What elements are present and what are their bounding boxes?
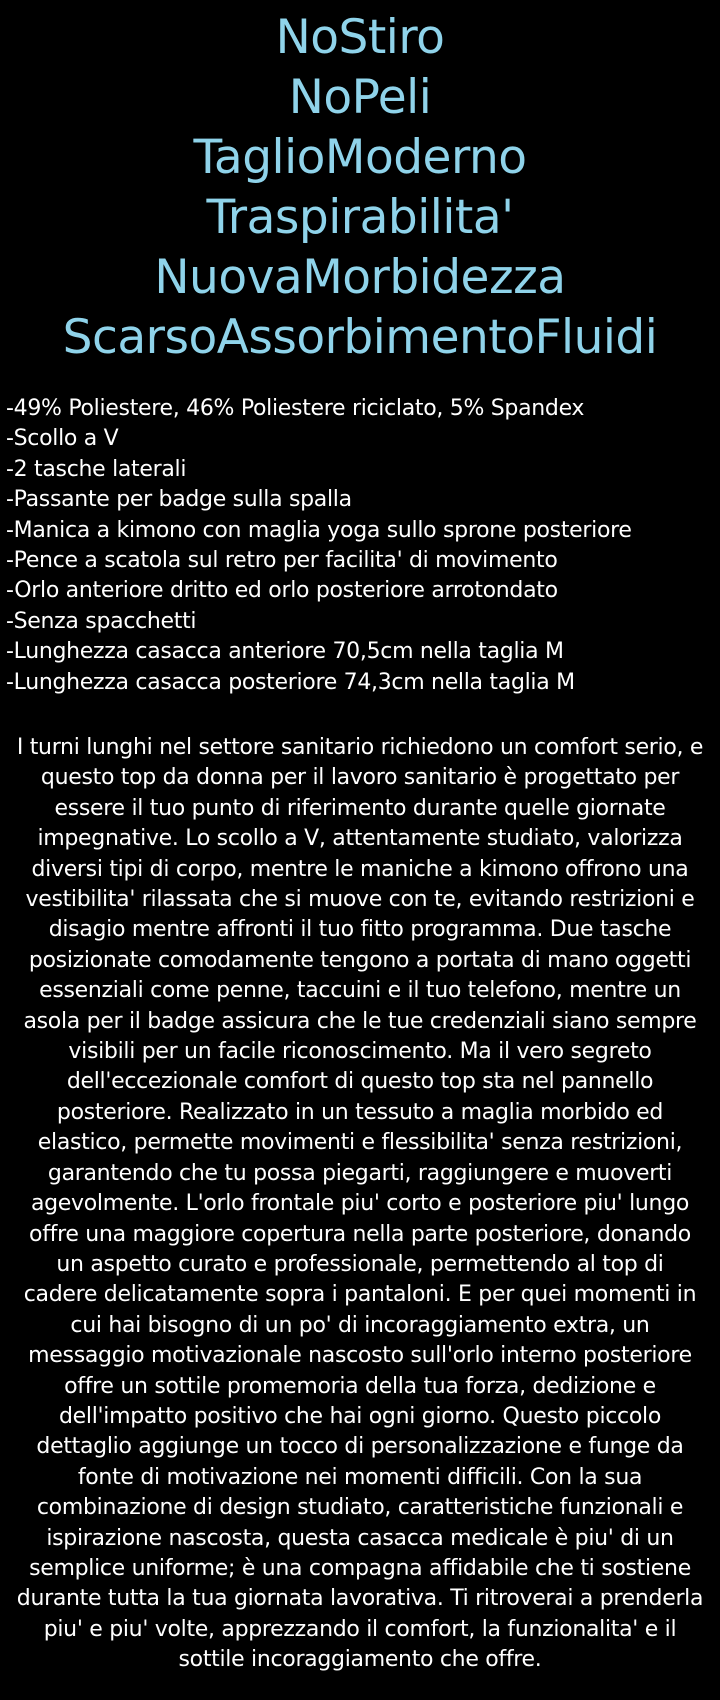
- description-line: piu' e piu' volte, apprezzando il comfort, la funzionalita' e il: [43, 1616, 677, 1642]
- description-line: ispirazione nascosta, questa casacca medicale è piu' di un: [46, 1525, 674, 1551]
- description-line: essere il tuo punto di riferimento durante quelle giornate: [54, 795, 666, 821]
- description-line: agevolmente. L'orlo frontale piu' corto e posteriore piu' lungo: [30, 1191, 690, 1217]
- description-line: fonte di motivazione nei momenti difficili. Con la sua: [77, 1464, 643, 1490]
- description-line: garantendo che tu possa piegarti, raggiungere e muoverti: [47, 1160, 673, 1186]
- description-line: impegnative. Lo scollo a V, attentamente studiato, valorizza: [37, 826, 683, 852]
- description-line: diversi tipi di corpo, mentre le maniche a kimono offrono una: [31, 856, 689, 882]
- product-specs-list: [6, 394, 716, 698]
- spec-item: -Manica a kimono con maglia yoga sullo sprone posteriore: [6, 517, 632, 543]
- description-line: questo top da donna per il lavoro sanitario è progettato per: [40, 765, 680, 791]
- headline-line: NoPeli: [288, 70, 432, 125]
- headline-line: Traspirabilita': [206, 190, 514, 245]
- description-line: vestibilita' rilassata che si muove con te, evitando restrizioni e: [25, 887, 695, 913]
- description-line: un aspetto curato e professionale, permettendo al top di: [56, 1251, 664, 1277]
- headline-line: TaglioModerno: [193, 130, 527, 185]
- description-line: I turni lunghi nel settore sanitario richiedono un comfort serio, e: [16, 735, 704, 760]
- description-line: asola per il badge assicura che le tue credenziali siano sempre: [23, 1008, 697, 1034]
- description-line: essenziali come penne, taccuini e il tuo telefono, mentre un: [39, 978, 681, 1004]
- headline-line: NoStiro: [275, 10, 445, 65]
- spec-item: -Scollo a V: [6, 426, 119, 452]
- description-line: disagio mentre affronti il tuo fitto programma. Due tasche: [48, 917, 672, 943]
- description-line: semplice uniforme; è una compagna affidabile che ti sostiene: [29, 1555, 691, 1581]
- description-line: offre un sottile promemoria della tua forza, dedizione e: [64, 1373, 656, 1399]
- description-line: messaggio motivazionale nascosto sull'orlo interno posteriore: [28, 1343, 692, 1369]
- description-line: cadere delicatamente sopra i pantaloni. E per quei momenti in: [23, 1282, 697, 1308]
- description-line: elastico, permette movimenti e flessibilita' senza restrizioni,: [37, 1130, 683, 1156]
- spec-item: -Passante per badge sulla spalla: [6, 487, 352, 513]
- headline-line: ScarsoAssorbimentoFluidi: [62, 310, 658, 365]
- description-line: dell'eccezionale comfort di questo top sta nel pannello: [66, 1069, 654, 1095]
- product-description: [6, 733, 714, 1676]
- spec-item: -Lunghezza casacca anteriore 70,5cm nella taglia M: [6, 639, 564, 665]
- description-line: posteriore. Realizzato in un tessuto a maglia morbido ed: [56, 1099, 664, 1125]
- description-line: dell'impatto positivo che hai ogni giorno. Questo piccolo: [59, 1403, 661, 1429]
- product-headline: [0, 8, 720, 368]
- spec-item: -Lunghezza casacca posteriore 74,3cm nella taglia M: [6, 669, 575, 695]
- description-line: offre una maggiore copertura nella parte posteriore, donando: [29, 1221, 691, 1247]
- description-line: posizionate comodamente tengono a portata di mano oggetti: [28, 947, 692, 973]
- spec-item: -Pence a scatola sul retro per facilita' di movimento: [6, 548, 558, 574]
- description-line: visibili per un facile riconoscimento. Ma il vero segreto: [68, 1039, 652, 1065]
- spec-item: -Orlo anteriore dritto ed orlo posteriore arrotondato: [6, 578, 558, 604]
- description-line: combinazione di design studiato, caratteristiche funzionali e: [36, 1495, 684, 1521]
- spec-item: -Senza spacchetti: [6, 608, 197, 634]
- spec-item: -2 tasche laterali: [6, 456, 187, 482]
- description-line: sottile incoraggiamento che offre.: [178, 1647, 542, 1673]
- headline-line: NuovaMorbidezza: [154, 250, 566, 305]
- spec-item: -49% Poliestere, 46% Poliestere riciclato, 5% Spandex: [6, 396, 585, 421]
- description-line: dettaglio aggiunge un tocco di personalizzazione e funge da: [36, 1434, 684, 1460]
- description-line: durante tutta la tua giornata lavorativa. Ti ritroverai a prenderla: [16, 1586, 704, 1612]
- description-line: cui hai bisogno di un po' di incoraggiamento extra, un: [70, 1312, 650, 1338]
